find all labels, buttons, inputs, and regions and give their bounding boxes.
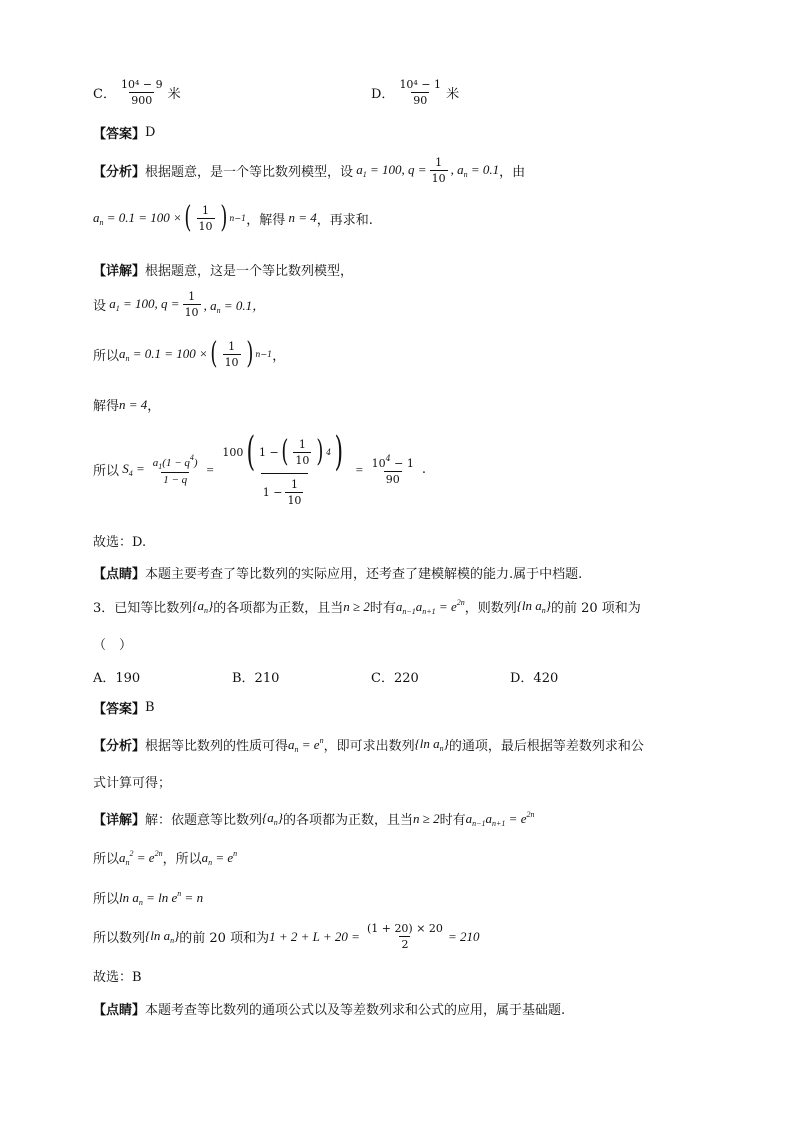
q3-comment: 【点睛】 本题考查等比数列的通项公式以及等差数列求和公式的应用，属于基础题. <box>93 1003 566 1018</box>
fraction: $\frac{\text{10⁴ − 1}}{90}$ <box>399 78 442 107</box>
q2-detail: 【详解】 根据题意，这是一个等比数列模型， <box>93 264 354 279</box>
q2-choose: 故选：D. <box>93 535 147 550</box>
q3-analysis-2: 式计算可得； <box>93 776 172 791</box>
q2-answer: 【答案】 D <box>93 125 156 142</box>
q3-stem: 3．已知等比数列 $\{a_n\}$ 的各项都为正数，且当 n ≥ 2 时有 $a_{n-1}a_{n+1} = e^{2n}$ ，则数列 {ln $a_n$} 的前 20 项和为 <box>93 597 641 616</box>
q3-option-b: B．210 <box>232 671 280 686</box>
q2-comment: 【点睛】 本题主要考查了等比数列的实际应用，还考查了建模解模的能力.属于中档题. <box>93 567 583 582</box>
formula: , $a_n = 0.1$ <box>450 162 500 179</box>
q3-option-d: D．420 <box>510 671 559 686</box>
q2-analysis-2: $a_n = 0.1 = 100$ × ( $\frac{1}{10}$ ) n−1 ，解得 n = 4 ，再求和. <box>93 200 373 235</box>
q3-detail-sum: 所以数列 {ln $a_n$} 的前 20 项和为 1 + 2 + L + 20 = $\frac{(1 + 20) \times 20}{2}$ = 210 <box>93 922 480 951</box>
q3-detail: 【详解】 解：依题意等比数列 $\{a_n\}$ 的各项都为正数，且当 n ≥ 2 时有 $a_{n-1}a_{n+1} = e^{2n}$ <box>93 809 535 828</box>
q3-option-a: A．190 <box>93 671 141 686</box>
q3-detail-3: 所以 $\ln a_n = \ln e^n = n$ <box>93 888 204 907</box>
q3-detail-2: 所以 $a_n^2 = e^{2n}$ ，所以 $a_n = e^n$ <box>93 848 238 867</box>
q3-answer: 【答案】 B <box>93 700 155 717</box>
q2-detail-so: 所以 $a_n = 0.1 = 100$ × ( $\frac{1}{10}$ ) n−1 ， <box>93 336 286 371</box>
q2-detail-sum: 所以 $S_4$ = $\frac{a_1(1 - q^4)}{1 - q}$ = 100 ( 1 − ( $\frac{1}{10}$ ) 4 ) 1 − $\frac{1}{10}$ = $\frac{10^4 - 1}{90}$ . <box>93 429 427 507</box>
formula: $a_1 = 100$, q = <box>353 162 427 179</box>
fraction: $\frac{1}{10}$ <box>431 156 446 185</box>
q2-analysis: 【分析】 根据题意，是一个等比数列模型，设 $a_1 = 100$, q = $\frac{1}{10}$ , $a_n = 0.1$ ，由 <box>93 156 526 185</box>
formula: $a_n = 0.1 = 100$ × <box>93 209 182 227</box>
q3-option-c: C．220 <box>371 671 419 686</box>
q2-option-c: C． $\frac{\text{10⁴ − 9}}{900}$ 米 <box>93 78 181 107</box>
q3-choose: 故选：B <box>93 970 142 985</box>
q3-stem-paren: （ ） <box>93 638 133 653</box>
q2-detail-set: 设 $a_1 = 100$, q = $\frac{1}{10}$ , $a_n = 0.1$， <box>93 290 266 319</box>
q3-analysis: 【分析】 根据等比数列的性质可得 $a_n = e^n$ ，即可求出数列 {ln $a_n$} 的通项，最后根据等差数列求和公 <box>93 735 644 754</box>
q2-option-d: D． $\frac{\text{10⁴ − 1}}{90}$ 米 <box>371 78 460 107</box>
q2-detail-solve: 解得 n = 4 ， <box>93 396 161 414</box>
fraction: $\frac{\text{10⁴ − 9}}{900}$ <box>120 78 163 107</box>
